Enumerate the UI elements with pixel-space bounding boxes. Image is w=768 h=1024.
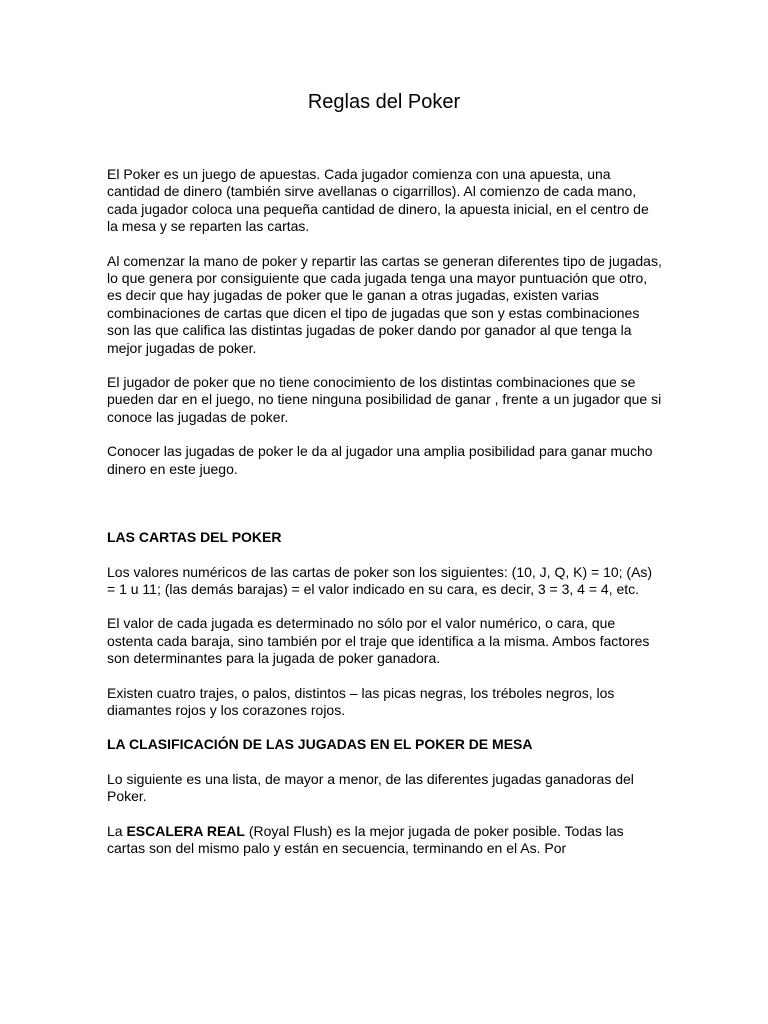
section-spacer (107, 495, 662, 529)
cards-paragraph-2: El valor de cada jugada es determinado no sólo por el valor numérico, o cara, que ostenta cada baraja, sino también por el traje que identifica a la misma. Ambos factores son determinantes para la jugada de poker ganadora. (107, 615, 650, 667)
intro-paragraph-1: El Poker es un juego de apuestas. Cada jugador comienza con una apuesta, una cantidad de dinero (también sirve avellanas o cigarrillos). Al comienzo de cada mano, cada jugador coloca una pequeña cantidad de dinero, la apuesta inicial, en el centro de la mesa y se reparten las cartas. (107, 166, 649, 235)
royal-flush-description: (Royal Flush) es la mejor jugada de poker posible. Todas las cartas son del mismo palo y están en secuencia, terminando en el As. Por (107, 822, 624, 856)
royal-flush-term: ESCALERA REAL (126, 822, 245, 839)
intro-paragraph-2: Al comenzar la mano de poker y repartir las cartas se generan diferentes tipo de jugadas, lo que genera por consiguiente que cada jugada tenga una mayor puntuación que otro, es decir que hay jugadas de poker que le ganan a otras jugadas, existen varias combinaciones de cartas que dicen el tipo de jugadas que son y estas combinaciones son las que califica las distintas jugadas de poker dando por ganador al que tenga la mejor jugadas de poker. (107, 252, 662, 356)
royal-flush-prefix: La (107, 822, 127, 839)
cards-paragraph-1: Los valores numéricos de las cartas de poker son los siguientes: (10, J, Q, K) = 10; (As) = 1 u 11; (las demás barajas) = el valor indicado en su cara, es decir, 3 = 3, 4 = 4, etc. (107, 563, 653, 597)
cards-section-heading: LAS CARTAS DEL POKER (107, 529, 282, 546)
classification-paragraph-1: Lo siguiente es una lista, de mayor a menor, de las diferentes jugadas ganadoras del Poker. (107, 770, 634, 805)
page-title: Reglas del Poker (307, 91, 461, 113)
intro-paragraph-3: El jugador de poker que no tiene conocimiento de los distintas combinaciones que se pueden dar en el juego, no tiene ninguna posibilidad de ganar , frente a un jugador que si conoce las jugadas de poker. (107, 374, 662, 425)
classification-section-heading: LA CLASIFICACIÓN DE LAS JUGADAS EN EL POKER DE MESA (107, 736, 533, 753)
intro-paragraph-4: Conocer las jugadas de poker le da al jugador una amplia posibilidad para ganar mucho dinero en este juego. (107, 443, 653, 477)
document-body (107, 166, 662, 874)
classification-paragraph-2 (107, 823, 662, 858)
cards-paragraph-3: Existen cuatro trajes, o palos, distintos – las picas negras, los tréboles negros, los diamantes rojos y los corazones rojos. (107, 684, 615, 718)
